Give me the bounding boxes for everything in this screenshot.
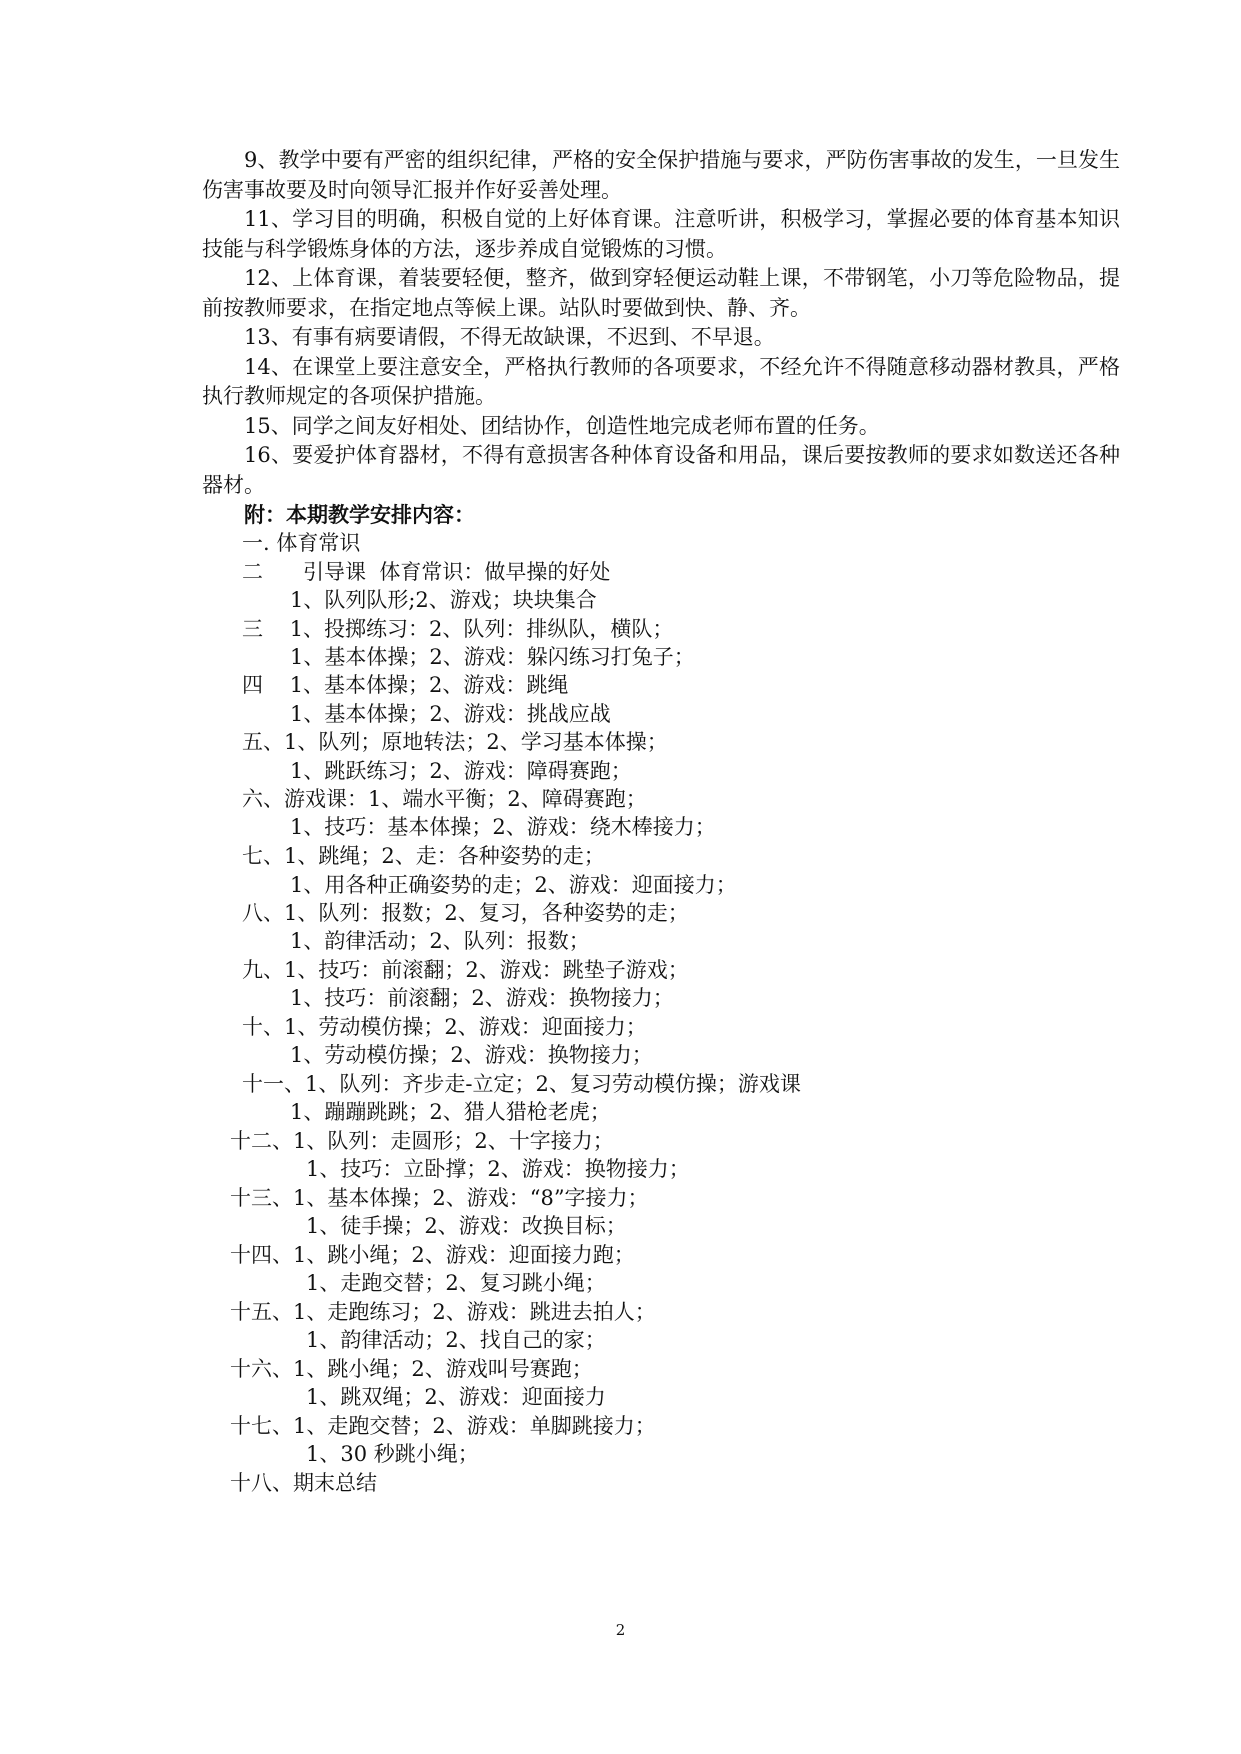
rule-12: 12、上体育课，着装要轻便，整齐，做到穿轻便运动鞋上课，不带钢笔，小刀等危险物品，提前按教师要求，在指定地点等候上课。站队时要做到快、静、齐。: [202, 266, 1120, 320]
schedule-line: 1、韵律活动；2、队列：报数；: [290, 929, 590, 953]
schedule-line: 1、劳动模仿操；2、游戏：换物接力；: [290, 1043, 653, 1067]
schedule-line: 十二、1、队列：走圆形；2、十字接力；: [230, 1129, 614, 1153]
schedule-line: 1、30 秒跳小绳；: [306, 1442, 479, 1466]
schedule-line: 八、1、队列：报数；2、复习，各种姿势的走；: [242, 901, 689, 925]
schedule-line: 十八、期末总结: [230, 1471, 377, 1495]
page-number: 2: [615, 1621, 626, 1639]
schedule-line: 1、队列队形;2、游戏；块块集合: [290, 588, 597, 612]
schedule-line: 1、基本体操；2、游戏：挑战应战: [290, 702, 611, 726]
schedule-heading: 附：本期教学安排内容：: [244, 502, 475, 527]
schedule-line: 三 1、投掷练习：2、队列：排纵队，横队；: [242, 617, 674, 641]
rule-14: 14、在课堂上要注意安全，严格执行教师的各项要求，不经允许不得随意移动器材教具，严格执行教师规定的各项保护措施。: [202, 354, 1120, 408]
rule-9: 9、教学中要有严密的组织纪律，严格的安全保护措施与要求，严防伤害事故的发生，一旦发生伤害事故要及时向领导汇报并作好妥善处理。: [202, 148, 1120, 202]
schedule-line: 1、蹦蹦跳跳；2、猎人猎枪老虎；: [290, 1100, 611, 1124]
rule-16: 16、要爱护体育器材，不得有意损害各种体育设备和用品，课后要按教师的要求如数送还各种器材。: [202, 443, 1120, 497]
rule-13: 13、有事有病要请假，不得无故缺课，不迟到、不早退。: [244, 325, 775, 349]
schedule-line: 十五、1、走跑练习；2、游戏：跳进去拍人；: [230, 1300, 656, 1324]
schedule-line: 四 1、基本体操；2、游戏：跳绳: [242, 673, 569, 697]
schedule-line: 1、跳跃练习；2、游戏：障碍赛跑；: [290, 759, 632, 783]
schedule-line: 五、1、队列；原地转法；2、学习基本体操；: [242, 730, 668, 754]
schedule-line: 十四、1、跳小绳；2、游戏：迎面接力跑；: [230, 1243, 635, 1267]
schedule-line: 六、游戏课：1、端水平衡；2、障碍赛跑；: [242, 787, 647, 811]
schedule-line: 1、技巧：前滚翻；2、游戏：换物接力；: [290, 986, 674, 1010]
schedule-line: 1、走跑交替；2、复习跳小绳；: [306, 1271, 606, 1295]
schedule-line: 1、技巧：立卧撑；2、游戏：换物接力；: [306, 1157, 690, 1181]
schedule-line: 十七、1、走跑交替；2、游戏：单脚跳接力；: [230, 1414, 656, 1438]
schedule-line: 十三、1、基本体操；2、游戏：“8”字接力；: [230, 1186, 649, 1210]
schedule-line: 1、用各种正确姿势的走；2、游戏：迎面接力；: [290, 873, 737, 897]
schedule-line: 十六、1、跳小绳；2、游戏叫号赛跑；: [230, 1357, 593, 1381]
schedule-line: 十一、1、队列：齐步走-立定；2、复习劳动模仿操；游戏课: [242, 1072, 801, 1096]
rules-section: [202, 146, 1120, 500]
rule-15: 15、同学之间友好相处、团结协作，创造性地完成老师布置的任务。: [244, 413, 880, 438]
schedule-line: 1、基本体操；2、游戏：躲闪练习打兔子；: [290, 645, 695, 669]
schedule-line: 十、1、劳动模仿操；2、游戏：迎面接力；: [242, 1015, 647, 1039]
schedule-line: 一. 体育常识: [242, 531, 361, 555]
schedule-line: 1、韵律活动；2、找自己的家；: [306, 1328, 606, 1352]
schedule-line: 九、1、技巧：前滚翻；2、游戏：跳垫子游戏；: [242, 958, 689, 982]
rule-11: 11、学习目的明确，积极自觉的上好体育课。注意听讲，积极学习，掌握必要的体育基本知识技能与科学锻炼身体的方法，逐步养成自觉锻炼的习惯。: [202, 207, 1120, 261]
schedule-line: 二 引导课 体育常识：做早操的好处: [242, 560, 611, 584]
schedule-line: 1、技巧：基本体操；2、游戏：绕木棒接力；: [290, 815, 716, 839]
schedule-line: 1、跳双绳；2、游戏：迎面接力: [306, 1385, 606, 1409]
schedule-line: 七、1、跳绳；2、走：各种姿势的走；: [242, 844, 605, 868]
schedule-line: 1、徒手操；2、游戏：改换目标；: [306, 1214, 627, 1238]
